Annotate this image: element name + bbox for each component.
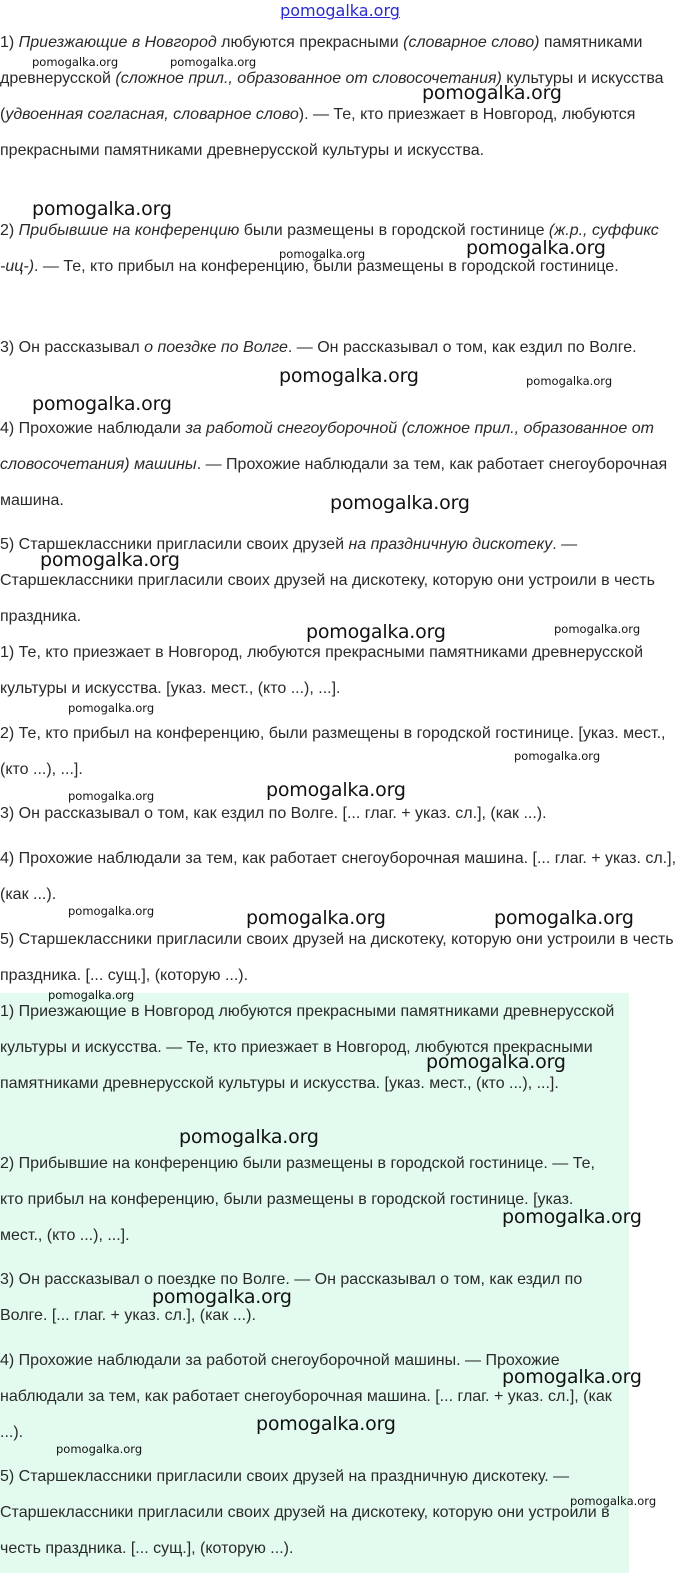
scheme-2: 2) Те, кто прибыл на конференцию, были размещены в городской гостинице. [указ. мест., (кто ...), ...].: [0, 725, 666, 778]
site-link[interactable]: pomogalka.org: [280, 1, 400, 20]
watermark: pomogalka.org: [466, 237, 606, 259]
example-1: 1) Приезжающие в Новгород любуются прекрасными (словарное слово) памятниками древнерусской (сложное прил., образованное от словосочетания) культуры и искусства (удвоенная согласная, словарное слово). — Те, кто приезжает в Новгород, любуются прекрасными памятниками древнерусской культуры и искусства.: [0, 34, 664, 159]
scheme-5: 5) Старшеклассники пригласили своих друзей на дискотеку, которую они устроили в честь праздника. [... сущ.], (которую ...).: [0, 931, 674, 984]
watermark: pomogalka.org: [554, 622, 641, 636]
watermark: pomogalka.org: [56, 1442, 143, 1456]
watermark: pomogalka.org: [330, 492, 470, 514]
watermark: pomogalka.org: [32, 55, 119, 69]
scheme-1: 1) Те, кто приезжает в Новгород, любуются прекрасными памятниками древнерусской культуры и искусства. [указ. мест., (кто ...), ...].: [0, 644, 643, 697]
watermark: pomogalka.org: [68, 904, 155, 918]
watermark: pomogalka.org: [502, 1366, 642, 1388]
watermark: pomogalka.org: [48, 988, 135, 1002]
example-5: 5) Старшеклассники пригласили своих друзей на праздничную дискотеку. — Старшеклассники пригласили своих друзей на дискотеку, которую они устроили в честь праздника.: [0, 536, 655, 625]
answer-4: 4) Прохожие наблюдали за работой снегоуборочной машины. — Прохожие наблюдали за тем, как работает снегоуборочная машина. [... глаг. + указ. сл.], (как ...).: [0, 1352, 612, 1441]
scheme-3: 3) Он рассказывал о том, как ездил по Волге. [... глаг. + указ. сл.], (как ...).: [0, 805, 547, 822]
watermark: pomogalka.org: [426, 1051, 566, 1073]
watermark: pomogalka.org: [32, 393, 172, 415]
watermark: pomogalka.org: [494, 907, 634, 929]
watermark: pomogalka.org: [514, 749, 601, 763]
watermark: pomogalka.org: [570, 1494, 657, 1508]
watermark: pomogalka.org: [502, 1206, 642, 1228]
example-3: 3) Он рассказывал о поездке по Волге. — Он рассказывал о том, как ездил по Волге.: [0, 339, 637, 356]
watermark: pomogalka.org: [170, 55, 257, 69]
answer-1: 1) Приезжающие в Новгород любуются прекрасными памятниками древнерусской культуры и искусства. — Те, кто приезжает в Новгород, любуются прекрасными памятниками древнерусской культуры и искусства. [указ. мест., (кто ...), ...].: [0, 1003, 615, 1092]
watermark: pomogalka.org: [68, 789, 155, 803]
watermark: pomogalka.org: [279, 247, 366, 261]
watermark: pomogalka.org: [152, 1286, 292, 1308]
watermark: pomogalka.org: [246, 907, 386, 929]
answer-5: 5) Старшеклассники пригласили своих друзей на праздничную дискотеку. — Старшеклассники пригласили своих друзей на дискотеку, которую они устроили в честь праздника. [... сущ.], (которую ...).: [0, 1468, 610, 1557]
answer-box: [0, 993, 629, 1573]
watermark: pomogalka.org: [306, 621, 446, 643]
example-4: 4) Прохожие наблюдали за работой снегоуборочной (сложное прил., образованное от словосочетания) машины. — Прохожие наблюдали за тем, как работает снегоуборочная машина.: [0, 420, 668, 509]
answer-2: 2) Прибывшие на конференцию были размещены в городской гостинице. — Те, кто прибыл на конференцию, были размещены в городской гостинице. [указ. мест., (кто ...), ...].: [0, 1155, 595, 1244]
watermark: pomogalka.org: [32, 198, 172, 220]
watermark: pomogalka.org: [256, 1413, 396, 1435]
watermark: pomogalka.org: [68, 701, 155, 715]
watermark: pomogalka.org: [526, 374, 613, 388]
watermark: pomogalka.org: [279, 365, 419, 387]
watermark: pomogalka.org: [179, 1126, 319, 1148]
scheme-4: 4) Прохожие наблюдали за тем, как работает снегоуборочная машина. [... глаг. + указ. сл.], (как ...).: [0, 850, 677, 903]
watermark: pomogalka.org: [422, 82, 562, 104]
watermark: pomogalka.org: [40, 549, 180, 571]
answer-3: 3) Он рассказывал о поездке по Волге. — Он рассказывал о том, как ездил по Волге. [... глаг. + указ. сл.], (как ...).: [0, 1271, 583, 1324]
example-2: 2) Прибывшие на конференцию были размещены в городской гостинице (ж.р., суффикс -иц-). — Те, кто прибыл на конференцию, были размещены в городской гостинице.: [0, 222, 659, 275]
watermark: pomogalka.org: [266, 779, 406, 801]
